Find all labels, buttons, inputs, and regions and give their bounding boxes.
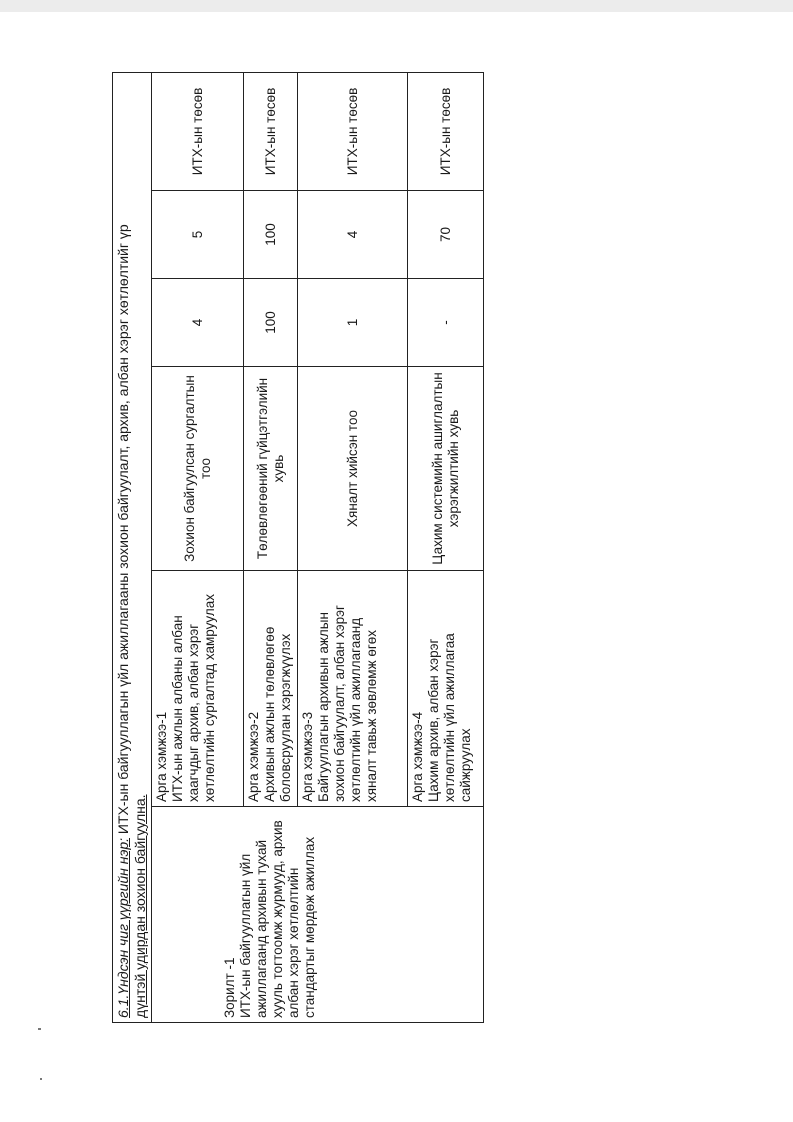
method-text: Цахим архив, албан хэрэг хөтлөлтийн үйл ажиллагаа сайжруулах bbox=[426, 633, 473, 802]
rotated-page-content bbox=[112, 73, 492, 1023]
source-cell: ИТХ-ын төсөв bbox=[152, 72, 244, 190]
rotated-table-wrapper bbox=[112, 73, 492, 1023]
target-cell: 4 bbox=[298, 191, 408, 279]
function-title bbox=[113, 72, 152, 1022]
baseline-cell: 100 bbox=[244, 279, 298, 367]
method-text: Байгууллагын архивын ажлын зохион байгуулалт, албан хэрэг хөтлөлтийн үйл ажиллагаанд хяналт тавьж зөвлөмж өгөх bbox=[316, 605, 379, 802]
table-row bbox=[152, 72, 244, 1022]
method-cell bbox=[152, 571, 244, 807]
source-cell: ИТХ-ын төсөв bbox=[298, 72, 408, 190]
method-text: Архивын ажлын төлөвлөгөө боловсруулан хэрэгжүүлэх bbox=[262, 626, 293, 802]
scan-speck bbox=[40, 1078, 42, 1080]
function-prefix: 6.1.Үндсэн чиг үүргийн нэр: bbox=[115, 837, 131, 1018]
indicator-cell: Зохион байгуулсан сургалтын тоо bbox=[152, 367, 244, 571]
function-title-part1: ИТХ-ын байгууллагын үйл ажиллагааны зохион байгуулалт, архив, албан хэрэг хөтлөлтийг үр bbox=[115, 224, 131, 838]
goal-label: Зорилт -1 bbox=[222, 957, 237, 1018]
method-text: ИТХ-ын ажлын албаны албан хаагчдыг архив, албан хэрэг хөтлөлтийн сургалтад хамруулах bbox=[170, 594, 217, 802]
scan-speck bbox=[38, 1028, 41, 1030]
target-cell: 100 bbox=[244, 191, 298, 279]
method-label: Арга хэмжээ-3 bbox=[300, 711, 315, 802]
indicator-cell: Цахим системийн ашиглалтын хэрэгжилтийн хувь bbox=[408, 367, 484, 571]
method-cell bbox=[408, 571, 484, 807]
goal-text: ИТХ-ын байгууллагын үйл ажиллагаанд архивын тухай хууль тогтоомж журмууд, архив албан хэрэг хөтлөлтийн стандартыг мөрдөж ажиллах bbox=[238, 820, 317, 1018]
baseline-cell: 1 bbox=[298, 279, 408, 367]
method-cell bbox=[298, 571, 408, 807]
plan-table bbox=[112, 72, 484, 1023]
scan-edge-shading bbox=[0, 0, 793, 12]
indicator-cell: Төлөвлөгөөний гүйцэтгэлийн хувь bbox=[244, 367, 298, 571]
target-cell: 70 bbox=[408, 191, 484, 279]
indicator-cell: Хяналт хийсэн тоо bbox=[298, 367, 408, 571]
method-label: Арга хэмжээ-2 bbox=[246, 711, 261, 802]
header-row bbox=[113, 72, 152, 1022]
baseline-cell: - bbox=[408, 279, 484, 367]
goal-cell bbox=[152, 807, 484, 1023]
function-title-part2: дүнтэй удирдан зохион байгуулна. bbox=[132, 794, 148, 1018]
source-cell: ИТХ-ын төсөв bbox=[408, 72, 484, 190]
method-cell bbox=[244, 571, 298, 807]
method-label: Арга хэмжээ-4 bbox=[410, 711, 425, 802]
method-label: Арга хэмжээ-1 bbox=[154, 711, 169, 802]
target-cell: 5 bbox=[152, 191, 244, 279]
source-cell: ИТХ-ын төсөв bbox=[244, 72, 298, 190]
baseline-cell: 4 bbox=[152, 279, 244, 367]
